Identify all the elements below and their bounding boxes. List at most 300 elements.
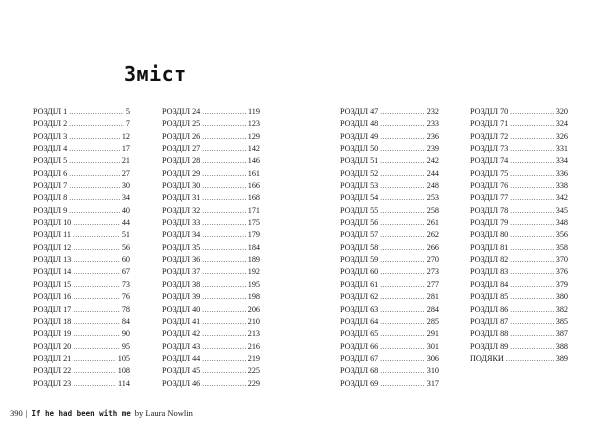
toc-entry-label: РОЗДІЛ 28 — [162, 156, 201, 166]
toc-entry-page: 60 — [121, 255, 130, 265]
toc-entry-leader — [510, 205, 553, 217]
toc-entry-label: РОЗДІЛ 37 — [162, 267, 201, 277]
toc-entry-leader — [73, 279, 120, 291]
toc-entry-page: 56 — [121, 242, 130, 252]
toc-entry-label: РОЗДІЛ 22 — [33, 366, 72, 376]
toc-entry-label: РОЗДІЛ 61 — [340, 279, 379, 289]
toc-entry-leader — [380, 365, 424, 377]
toc-entry-page: 261 — [426, 218, 439, 228]
page-footer — [10, 408, 193, 418]
toc-entry-leader — [506, 353, 554, 365]
toc-entry-label: РОЗДІЛ 6 — [33, 168, 68, 178]
toc-entry-leader — [69, 106, 124, 118]
toc-entry — [340, 365, 439, 377]
toc-entry — [470, 242, 568, 254]
toc-entry-page: 168 — [247, 193, 260, 203]
toc-entry-label: РОЗДІЛ 75 — [470, 168, 509, 178]
toc-entry — [340, 254, 439, 266]
toc-entry-leader — [202, 242, 245, 254]
toc-entry-label: РОЗДІЛ 16 — [33, 292, 72, 302]
toc-entry-leader — [380, 266, 424, 278]
toc-entry — [162, 217, 260, 229]
toc-entry — [470, 254, 568, 266]
toc-entry-page: 34 — [121, 193, 130, 203]
toc-entry-leader — [380, 229, 424, 241]
toc-entry — [470, 106, 568, 118]
toc-entry-label: РОЗДІЛ 8 — [33, 193, 68, 203]
toc-entry-page: 175 — [247, 218, 260, 228]
toc-entry — [33, 378, 130, 390]
toc-entry-page: 324 — [555, 119, 568, 129]
toc-entry-leader — [380, 378, 424, 390]
toc-entry-label: РОЗДІЛ 42 — [162, 329, 201, 339]
toc-entry-leader — [73, 328, 120, 340]
toc-entry-leader — [380, 328, 424, 340]
toc-entry-label: РОЗДІЛ 12 — [33, 242, 72, 252]
toc-entry-leader — [380, 180, 424, 192]
toc-entry — [340, 155, 439, 167]
toc-entry-page: 382 — [555, 304, 568, 314]
toc-entry-leader — [73, 353, 115, 365]
toc-entry-page: 338 — [555, 181, 568, 191]
toc-entry-leader — [510, 229, 553, 241]
toc-entry-leader — [510, 143, 553, 155]
toc-entry — [470, 341, 568, 353]
toc-entry-page: 73 — [121, 279, 130, 289]
toc-entry-label: РОЗДІЛ 13 — [33, 255, 72, 265]
toc-entry-leader — [73, 304, 120, 316]
toc-entry-leader — [202, 328, 245, 340]
toc-entry-label: РОЗДІЛ 54 — [340, 193, 379, 203]
toc-entry — [162, 291, 260, 303]
toc-entry-leader — [380, 316, 424, 328]
toc-entry-leader — [510, 118, 553, 130]
toc-entry — [33, 192, 130, 204]
toc-entry-label: РОЗДІЛ 4 — [33, 144, 68, 154]
toc-entry-label: РОЗДІЛ 17 — [33, 304, 72, 314]
toc-entry-label: РОЗДІЛ 48 — [340, 119, 379, 129]
toc-entry-page: 380 — [555, 292, 568, 302]
toc-entry-leader — [202, 254, 245, 266]
toc-entry-leader — [380, 341, 424, 353]
toc-entry — [33, 229, 130, 241]
toc-entry — [162, 378, 260, 390]
toc-entry — [340, 131, 439, 143]
toc-entry-label: РОЗДІЛ 24 — [162, 107, 201, 116]
toc-entry — [340, 192, 439, 204]
toc-entry-label: РОЗДІЛ 2 — [33, 119, 68, 129]
toc-entry-page: 301 — [426, 341, 439, 351]
toc-entry — [162, 316, 260, 328]
toc-entry — [33, 304, 130, 316]
toc-entry-label: РОЗДІЛ 9 — [33, 205, 68, 215]
toc-entry — [470, 304, 568, 316]
toc-entry — [33, 205, 130, 217]
toc-entry — [470, 229, 568, 241]
toc-entry-page: 84 — [121, 316, 130, 326]
toc-entry-leader — [380, 205, 424, 217]
toc-entry-page: 119 — [248, 107, 260, 116]
toc-entry-page: 348 — [555, 218, 568, 228]
toc-entry-label: РОЗДІЛ 86 — [470, 304, 509, 314]
toc-entry-leader — [380, 168, 424, 180]
toc-entry — [340, 328, 439, 340]
toc-entry-label: РОЗДІЛ 19 — [33, 329, 72, 339]
toc-entry-page: 356 — [555, 230, 568, 240]
toc-entry-leader — [510, 217, 553, 229]
toc-entry-page: 195 — [247, 279, 260, 289]
toc-entry-leader — [380, 118, 424, 130]
toc-entry — [340, 266, 439, 278]
toc-entry-leader — [510, 341, 553, 353]
toc-entry — [340, 229, 439, 241]
toc-entry-leader — [69, 192, 120, 204]
toc-entry-leader — [202, 168, 245, 180]
toc-entry-leader — [380, 143, 424, 155]
toc-entry — [33, 353, 130, 365]
toc-entry-label: РОЗДІЛ 72 — [470, 131, 509, 141]
toc-entry — [162, 365, 260, 377]
toc-entry-page: 105 — [117, 353, 130, 363]
toc-entry — [33, 143, 130, 155]
toc-entry-leader — [510, 131, 553, 143]
toc-entry-page: 210 — [247, 316, 260, 326]
toc-entry — [470, 155, 568, 167]
toc-entry-label: РОЗДІЛ 1 — [33, 107, 68, 116]
toc-entry-label: РОЗДІЛ 18 — [33, 316, 72, 326]
toc-entry — [340, 242, 439, 254]
toc-entry — [470, 279, 568, 291]
toc-entry-label: РОЗДІЛ 20 — [33, 341, 72, 351]
toc-entry-label: РОЗДІЛ 79 — [470, 218, 509, 228]
toc-entry — [340, 180, 439, 192]
toc-entry-page: 320 — [555, 107, 568, 116]
toc-entry-page: 171 — [247, 205, 260, 215]
toc-entry-page: 40 — [121, 205, 130, 215]
toc-entry-page: 44 — [121, 218, 130, 228]
toc-entry-leader — [380, 131, 424, 143]
toc-entry — [470, 131, 568, 143]
toc-entry-leader — [202, 266, 245, 278]
toc-entry-page: 189 — [247, 255, 260, 265]
toc-entry-label: РОЗДІЛ 47 — [340, 107, 379, 116]
toc-entry — [33, 168, 130, 180]
toc-entry-page: 229 — [247, 378, 260, 388]
toc-entry-label: РОЗДІЛ 67 — [340, 353, 379, 363]
toc-entry-label: РОЗДІЛ 3 — [33, 131, 68, 141]
toc-entry-leader — [510, 328, 553, 340]
toc-entry-page: 331 — [555, 144, 568, 154]
toc-entry-label: РОЗДІЛ 69 — [340, 378, 379, 388]
toc-entry-label: РОЗДІЛ 84 — [470, 279, 509, 289]
toc-entry — [33, 180, 130, 192]
toc-entry-page: 146 — [247, 156, 260, 166]
toc-entry-label: РОЗДІЛ 64 — [340, 316, 379, 326]
toc-entry-page: 273 — [426, 267, 439, 277]
toc-entry-page: 258 — [426, 205, 439, 215]
toc-entry — [162, 266, 260, 278]
toc-entry — [162, 205, 260, 217]
toc-entry-page: 262 — [426, 230, 439, 240]
toc-entry-leader — [73, 217, 120, 229]
toc-entry-page: 291 — [426, 329, 439, 339]
toc-entry-page: 142 — [247, 144, 260, 154]
toc-entry-leader — [73, 291, 120, 303]
toc-entry-page: 51 — [121, 230, 130, 240]
toc-column-3 — [340, 106, 439, 390]
toc-entry — [340, 168, 439, 180]
toc-entry-leader — [380, 254, 424, 266]
toc-entry-label: РОЗДІЛ 50 — [340, 144, 379, 154]
toc-entry — [33, 254, 130, 266]
toc-entry-page: 244 — [426, 168, 439, 178]
toc-entry-label: РОЗДІЛ 55 — [340, 205, 379, 215]
toc-entry-leader — [202, 279, 245, 291]
footer-author: by Laura Nowlin — [134, 408, 193, 418]
toc-entry-page: 342 — [555, 193, 568, 203]
toc-entry — [470, 328, 568, 340]
toc-entry-page: 198 — [247, 292, 260, 302]
toc-entry — [162, 341, 260, 353]
toc-entry-label: РОЗДІЛ 51 — [340, 156, 379, 166]
toc-entry-label: РОЗДІЛ 34 — [162, 230, 201, 240]
toc-entry-label: РОЗДІЛ 57 — [340, 230, 379, 240]
toc-entry — [470, 118, 568, 130]
toc-entry-label: РОЗДІЛ 81 — [470, 242, 509, 252]
toc-entry — [340, 106, 439, 118]
toc-entry — [340, 205, 439, 217]
toc-entry-label: РОЗДІЛ 45 — [162, 366, 201, 376]
toc-entry — [162, 192, 260, 204]
toc-entry-leader — [510, 192, 553, 204]
toc-entry-leader — [202, 341, 245, 353]
toc-entry — [470, 192, 568, 204]
toc-entry-leader — [202, 205, 245, 217]
toc-entry-leader — [202, 155, 245, 167]
toc-entry-page: 236 — [426, 131, 439, 141]
toc-entry — [33, 242, 130, 254]
toc-entry-page: 206 — [247, 304, 260, 314]
toc-entry-page: 192 — [247, 267, 260, 277]
toc-entry-page: 277 — [426, 279, 439, 289]
toc-entry-page: 248 — [426, 181, 439, 191]
toc-entry-page: 284 — [426, 304, 439, 314]
toc-entry-leader — [510, 316, 553, 328]
toc-entry-page: 385 — [555, 316, 568, 326]
toc-entry-label: РОЗДІЛ 29 — [162, 168, 201, 178]
toc-entry — [33, 118, 130, 130]
toc-entry-page: 345 — [555, 205, 568, 215]
table-of-contents — [0, 106, 600, 396]
toc-entry-page: 376 — [555, 267, 568, 277]
toc-entry-label: РОЗДІЛ 25 — [162, 119, 201, 129]
footer-book-title: If he had been with me — [31, 408, 131, 418]
toc-entry-leader — [510, 168, 553, 180]
toc-entry — [162, 106, 260, 118]
toc-entry-page: 310 — [426, 366, 439, 376]
toc-entry — [33, 131, 130, 143]
toc-entry-leader — [69, 155, 120, 167]
toc-entry-page: 27 — [121, 168, 130, 178]
toc-entry-page: 326 — [555, 131, 568, 141]
toc-entry — [162, 353, 260, 365]
toc-entry — [162, 155, 260, 167]
toc-entry-leader — [69, 180, 120, 192]
toc-entry — [162, 168, 260, 180]
toc-entry-leader — [202, 192, 245, 204]
toc-entry-label: РОЗДІЛ 46 — [162, 378, 201, 388]
toc-entry-page: 253 — [426, 193, 439, 203]
toc-entry-label: РОЗДІЛ 89 — [470, 341, 509, 351]
toc-entry — [470, 291, 568, 303]
toc-entry-label: РОЗДІЛ 56 — [340, 218, 379, 228]
toc-entry-page: 281 — [426, 292, 439, 302]
toc-entry-label: РОЗДІЛ 40 — [162, 304, 201, 314]
toc-entry-leader — [510, 242, 553, 254]
toc-entry-label: РОЗДІЛ 5 — [33, 156, 68, 166]
toc-entry-leader — [202, 291, 245, 303]
toc-entry-label: РОЗДІЛ 30 — [162, 181, 201, 191]
toc-entry-leader — [202, 365, 245, 377]
toc-entry-leader — [69, 143, 120, 155]
toc-entry-page: 216 — [247, 341, 260, 351]
toc-entry-page: 7 — [125, 119, 130, 129]
toc-entry-page: 370 — [555, 255, 568, 265]
toc-entry — [162, 118, 260, 130]
toc-entry-label: РОЗДІЛ 27 — [162, 144, 201, 154]
toc-entry — [162, 242, 260, 254]
toc-entry-label: РОЗДІЛ 26 — [162, 131, 201, 141]
toc-entry-label: РОЗДІЛ 10 — [33, 218, 72, 228]
toc-entry-leader — [380, 106, 424, 118]
toc-entry-label: РОЗДІЛ 31 — [162, 193, 201, 203]
toc-entry-leader — [202, 143, 245, 155]
toc-entry — [470, 316, 568, 328]
toc-entry-page: 317 — [426, 378, 439, 388]
toc-entry-page: 179 — [247, 230, 260, 240]
toc-entry-label: РОЗДІЛ 71 — [470, 119, 509, 129]
toc-entry — [33, 365, 130, 377]
toc-entry-leader — [510, 291, 553, 303]
toc-entry-label: РОЗДІЛ 38 — [162, 279, 201, 289]
toc-entry — [470, 180, 568, 192]
toc-entry-label: РОЗДІЛ 53 — [340, 181, 379, 191]
toc-entry — [162, 229, 260, 241]
toc-entry-leader — [510, 304, 553, 316]
toc-entry-label: РОЗДІЛ 74 — [470, 156, 509, 166]
toc-entry — [162, 254, 260, 266]
toc-entry-page: 76 — [121, 292, 130, 302]
toc-entry — [162, 279, 260, 291]
toc-entry-leader — [73, 378, 116, 390]
toc-entry-leader — [202, 118, 245, 130]
toc-entry — [470, 353, 568, 365]
toc-entry-label: РОЗДІЛ 21 — [33, 353, 72, 363]
toc-entry-label: РОЗДІЛ 87 — [470, 316, 509, 326]
toc-entry-label: ПОДЯКИ — [470, 353, 504, 363]
toc-entry-leader — [510, 254, 553, 266]
toc-column-1 — [33, 106, 130, 390]
toc-entry-page: 184 — [247, 242, 260, 252]
toc-entry — [470, 217, 568, 229]
toc-entry — [470, 143, 568, 155]
toc-entry-page: 334 — [555, 156, 568, 166]
toc-entry-label: РОЗДІЛ 43 — [162, 341, 201, 351]
toc-entry-leader — [69, 168, 120, 180]
toc-entry — [340, 217, 439, 229]
toc-entry-page: 285 — [426, 316, 439, 326]
toc-entry-page: 242 — [426, 156, 439, 166]
toc-entry-label: РОЗДІЛ 88 — [470, 329, 509, 339]
toc-entry-label: РОЗДІЛ 80 — [470, 230, 509, 240]
toc-entry-page: 306 — [426, 353, 439, 363]
toc-entry — [340, 316, 439, 328]
toc-entry-label: РОЗДІЛ 14 — [33, 267, 72, 277]
toc-entry-label: РОЗДІЛ 63 — [340, 304, 379, 314]
toc-entry-page: 166 — [247, 181, 260, 191]
toc-entry-label: РОЗДІЛ 32 — [162, 205, 201, 215]
toc-entry-leader — [69, 118, 124, 130]
toc-entry-leader — [202, 316, 245, 328]
toc-entry-page: 123 — [247, 119, 260, 129]
toc-entry-leader — [510, 106, 553, 118]
toc-entry-leader — [202, 378, 245, 390]
toc-entry-page: 266 — [426, 242, 439, 252]
toc-entry-label: РОЗДІЛ 83 — [470, 267, 509, 277]
toc-entry-page: 108 — [117, 366, 130, 376]
toc-entry-page: 129 — [247, 131, 260, 141]
toc-entry-label: РОЗДІЛ 23 — [33, 378, 72, 388]
toc-entry-label: РОЗДІЛ 39 — [162, 292, 201, 302]
toc-entry — [33, 217, 130, 229]
toc-entry — [162, 143, 260, 155]
toc-entry-page: 270 — [426, 255, 439, 265]
toc-entry-label: РОЗДІЛ 60 — [340, 267, 379, 277]
toc-entry — [33, 291, 130, 303]
toc-entry-leader — [202, 353, 245, 365]
toc-entry-page: 379 — [555, 279, 568, 289]
toc-entry-leader — [510, 180, 553, 192]
footer-page-number: 390 — [10, 408, 23, 418]
toc-entry — [33, 316, 130, 328]
toc-entry-label: РОЗДІЛ 49 — [340, 131, 379, 141]
toc-entry-page: 233 — [426, 119, 439, 129]
toc-entry — [162, 328, 260, 340]
toc-entry-leader — [380, 291, 424, 303]
toc-entry — [340, 353, 439, 365]
toc-column-2 — [162, 106, 260, 390]
toc-entry-label: РОЗДІЛ 68 — [340, 366, 379, 376]
toc-entry-leader — [73, 266, 120, 278]
toc-entry-label: РОЗДІЛ 58 — [340, 242, 379, 252]
toc-entry-label: РОЗДІЛ 70 — [470, 107, 509, 116]
toc-entry-label: РОЗДІЛ 36 — [162, 255, 201, 265]
toc-entry-leader — [380, 192, 424, 204]
toc-entry-leader — [73, 229, 120, 241]
toc-entry-leader — [202, 106, 246, 118]
page-title: Зміст — [124, 62, 187, 86]
toc-entry-label: РОЗДІЛ 76 — [470, 181, 509, 191]
toc-entry-page: 90 — [121, 329, 130, 339]
toc-entry-page: 67 — [121, 267, 130, 277]
toc-entry — [33, 279, 130, 291]
toc-entry-leader — [202, 229, 245, 241]
toc-entry-label: РОЗДІЛ 82 — [470, 255, 509, 265]
toc-entry-leader — [380, 279, 424, 291]
toc-entry-leader — [73, 365, 115, 377]
toc-entry-leader — [73, 242, 120, 254]
toc-entry — [340, 279, 439, 291]
